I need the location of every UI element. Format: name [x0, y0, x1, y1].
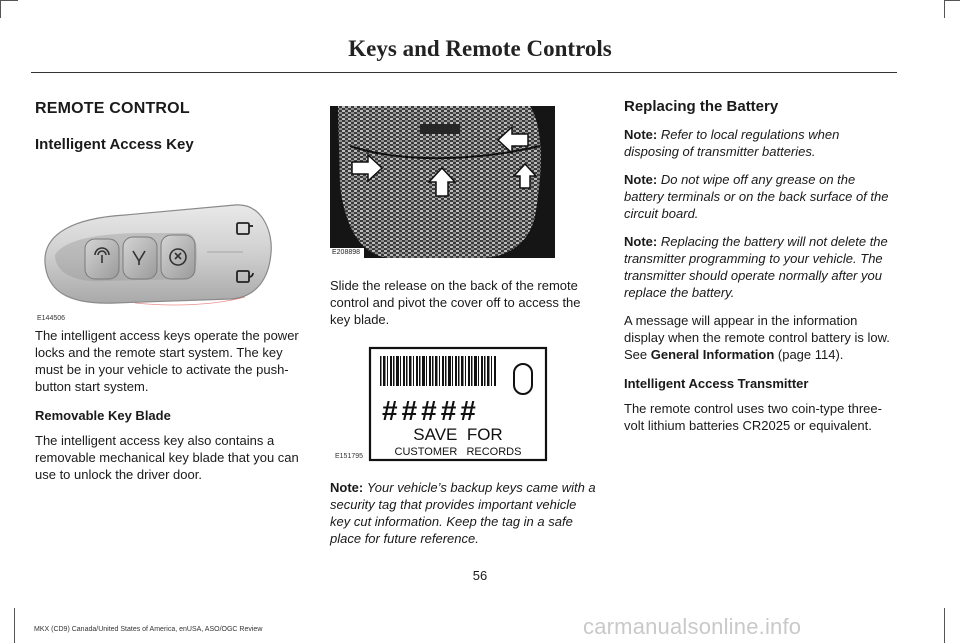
tag-customer-records: CUSTOMER RECORDS — [394, 446, 522, 458]
link-general-information[interactable]: General Information — [650, 347, 775, 362]
watermark: carmanualsonline.info — [583, 614, 802, 639]
note-grease: Note: Do not wipe off any grease on the battery terminals or on the back surface of the circuit board. — [624, 172, 889, 221]
heading-removable-key-blade: Removable Key Blade — [35, 408, 171, 423]
key-fob-drawing — [35, 193, 275, 313]
paragraph-removable-blade: The intelligent access key also contains a removable mechanical key blade that you can use to unlock the driver door. — [35, 433, 299, 482]
tag-hash-code: ##### — [382, 395, 480, 426]
paragraph-slide-release: Slide the release on the back of the remote control and pivot the cover off to access the key blade. — [330, 278, 581, 327]
tag-save-for: SAVE FOR — [413, 425, 503, 444]
note-programming: Note: Replacing the battery will not delete the transmitter programming to your vehicle. The transmitter should operate normally after you replace the battery. — [624, 234, 888, 300]
paragraph-transmitter-batteries: The remote control uses two coin-type three-volt lithium batteries CR2025 or equivalent. — [624, 401, 882, 433]
key-back-drawing — [330, 106, 555, 258]
crop-mark — [944, 608, 945, 643]
header-divider — [31, 72, 897, 73]
column-left — [35, 98, 305, 483]
crop-mark — [14, 608, 15, 643]
figure-code: E144506 — [37, 315, 66, 322]
page-header-title: Keys and Remote Controls — [348, 36, 612, 61]
footer-review-text: MKX (CD9) Canada/United States of America, enUSA, ASO/OGC Review — [34, 626, 263, 633]
crop-mark — [0, 0, 18, 1]
page-number: 56 — [472, 568, 488, 583]
intelligent-access-key-illustration — [35, 193, 275, 322]
note-dispose-batteries: Note: Refer to local regulations when disposing of transmitter batteries. — [624, 127, 840, 159]
column-middle — [330, 98, 600, 547]
crop-mark — [944, 0, 960, 1]
crop-mark — [944, 0, 945, 18]
section-title: REMOTE CONTROL — [35, 100, 190, 117]
figure-code: E151795 — [335, 453, 364, 460]
note-security-tag: Note: Your vehicle’s backup keys came with a security tag that provides important vehicle key cut information. Keep the tag in a safe place for future reference. — [330, 480, 596, 546]
heading-replacing-battery: Replacing the Battery — [624, 98, 779, 115]
paragraph-intelligent-key: The intelligent access keys operate the power locks and the remote start system. The key must be in your vehicle to activate the push-button start system. — [35, 328, 299, 394]
security-tag-drawing — [330, 346, 560, 464]
key-blade-release-illustration — [330, 106, 555, 258]
subsection-title: Intelligent Access Key — [35, 136, 194, 153]
crop-mark — [0, 0, 1, 18]
figure-code: E208898 — [332, 249, 361, 256]
security-tag-illustration — [330, 346, 560, 464]
column-right — [624, 98, 894, 434]
paragraph-low-battery-message: A message will appear in the information display when the remote control battery is low. See General Information (page 114). — [624, 313, 890, 362]
heading-intelligent-access-transmitter: Intelligent Access Transmitter — [624, 376, 809, 391]
